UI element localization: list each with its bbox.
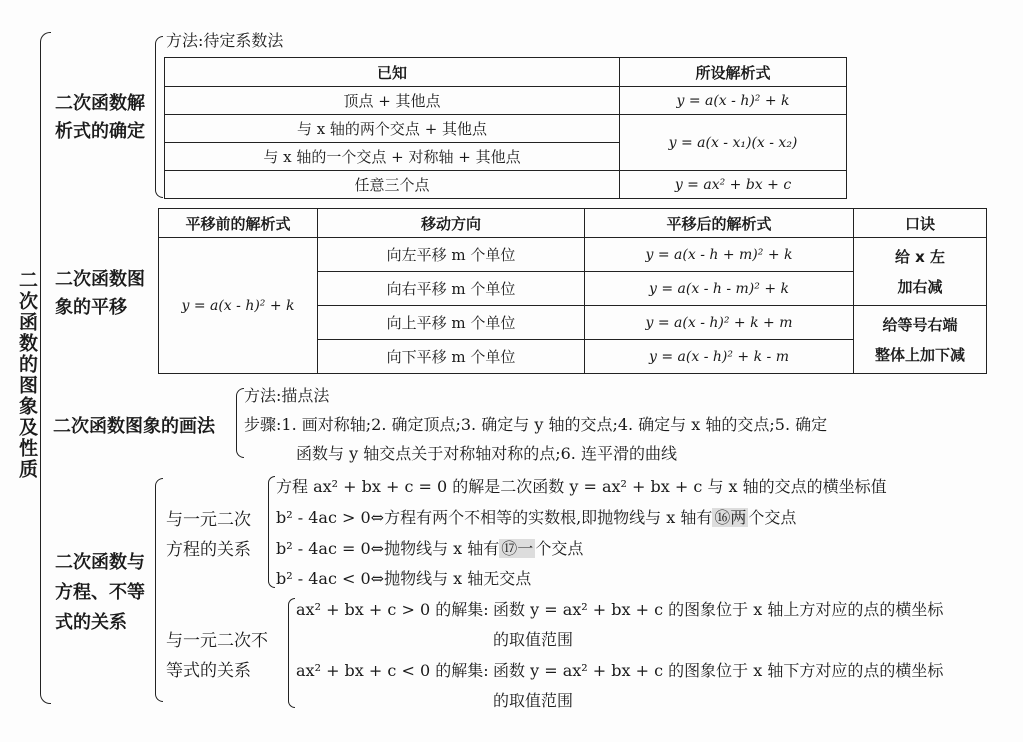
main-title: 二次函数的图象及性质: [16, 270, 38, 480]
s2-mnemonic-2b: 整体上加下减: [874, 345, 965, 364]
s4-in-2c: 的取值范围: [493, 691, 574, 710]
s4-eq-1: 方程 ax² + bx + c = 0 的解是二次函数 y = ax² + bx + c 与 x 轴的交点的横坐标值: [276, 477, 887, 496]
s2-after-2: y = a(x - h)² + k + m: [585, 306, 854, 340]
s2-dir-2: 向上平移 m 个单位: [318, 306, 585, 340]
s1-formula-0: y = a(x - h)² + k: [620, 87, 847, 115]
s1-table: [164, 57, 847, 199]
s4-title: 二次函数与 方程、不等 式的关系: [55, 552, 145, 633]
s2-head-after: 平移后的解析式: [585, 209, 854, 238]
s3-brace: [236, 388, 244, 458]
s1-method: 方法:待定系数法: [166, 31, 284, 50]
s3-title: 二次函数图象的画法: [53, 416, 215, 437]
s4-eq-2a: b² - 4ac > 0⇔方程有两个不相等的实数根,即抛物线与 x 轴有: [276, 508, 713, 527]
s2-dir-0: 向左平移 m 个单位: [318, 238, 585, 272]
s2-after-3: y = a(x - h)² + k - m: [585, 340, 854, 374]
s4-in-1b: 函数 y = ax² + bx + c 的图象位于 x 轴上方对应的点的横坐标: [493, 600, 944, 619]
s1-known-2: 与 x 轴的一个交点 + 对称轴 + 其他点: [165, 143, 620, 171]
s4-eq-3a: b² - 4ac = 0⇔抛物线与 x 轴有: [276, 539, 500, 558]
s2-head-dir: 移动方向: [318, 209, 585, 238]
s2-dir-3: 向下平移 m 个单位: [318, 340, 585, 374]
s4-eq-title: 与一元二次 方程的关系: [166, 510, 251, 560]
s4-ineq-brace: [288, 598, 295, 708]
s2-after-0: y = a(x - h + m)² + k: [585, 238, 854, 272]
s4-eq-3-answer: [499, 539, 535, 558]
s4-in-1c: 的取值范围: [493, 630, 574, 649]
s4-brace: [155, 478, 163, 702]
s1-head-known: 已知: [165, 58, 620, 87]
s4-in-2b: 函数 y = ax² + bx + c 的图象位于 x 轴下方对应的点的横坐标: [493, 661, 944, 680]
s4-eq-3: [276, 536, 583, 559]
s2-mnemonic-1: [854, 238, 987, 306]
s2-head-before: 平移前的解析式: [159, 209, 318, 238]
s2-mnemonic-2: [854, 306, 987, 374]
s2-mnemonic-1b: 加右减: [897, 277, 943, 296]
s4-ineq-title: 与一元二次不 等式的关系: [166, 631, 268, 681]
s4-in-2a: ax² + bx + c < 0 的解集:: [296, 661, 489, 680]
s2-dir-1: 向右平移 m 个单位: [318, 272, 585, 306]
s1-known-1: 与 x 轴的两个交点 + 其他点: [165, 115, 620, 143]
s3-steps-2: 函数与 y 轴交点关于对称轴对称的点;6. 连平滑的曲线: [296, 444, 677, 463]
s4-eq-3-ans: 一: [517, 539, 534, 558]
s4-eq-2-ans: 两: [730, 508, 747, 527]
s4-eq-brace: [268, 476, 275, 588]
s2-after-1: y = a(x - h - m)² + k: [585, 272, 854, 306]
s1-formula-3: y = ax² + bx + c: [620, 171, 847, 199]
s4-eq-2-answer: [712, 508, 748, 527]
s2-head-mnemonic: 口诀: [854, 209, 987, 238]
s2-mnemonic-2a: 给等号右端: [882, 315, 958, 334]
s1-title-line1: 二次函数解 析式的确定: [55, 93, 145, 142]
s4-eq-4: b² - 4ac < 0⇔抛物线与 x 轴无交点: [276, 569, 532, 588]
main-brace: [40, 32, 51, 704]
s2-before: y = a(x - h)² + k: [159, 238, 318, 374]
s4-in-1a: ax² + bx + c > 0 的解集:: [296, 600, 489, 619]
s1-brace: [155, 36, 163, 198]
s3-method: 方法:描点法: [244, 386, 330, 405]
s1-formula-1: y = a(x - x₁)(x - x₂): [620, 115, 847, 171]
s1-known-0: 顶点 + 其他点: [165, 87, 620, 115]
s4-eq-3-num: ⑰: [501, 539, 518, 558]
s4-eq-3c: 个交点: [535, 539, 584, 558]
s2-title: 二次函数图 象的平移: [55, 269, 145, 318]
s2-mnemonic-1a: 给 x 左: [894, 247, 946, 266]
s4-eq-2c: 个交点: [748, 508, 797, 527]
s2-table: [158, 208, 987, 374]
s3-steps-1: 步骤:1. 画对称轴;2. 确定顶点;3. 确定与 y 轴的交点;4. 确定与 x 轴的交点;5. 确定: [244, 415, 828, 434]
s4-eq-2: [276, 505, 796, 528]
s1-known-3: 任意三个点: [165, 171, 620, 199]
s4-eq-2-num: ⑯: [714, 508, 731, 527]
s1-head-formula: 所设解析式: [620, 58, 847, 87]
